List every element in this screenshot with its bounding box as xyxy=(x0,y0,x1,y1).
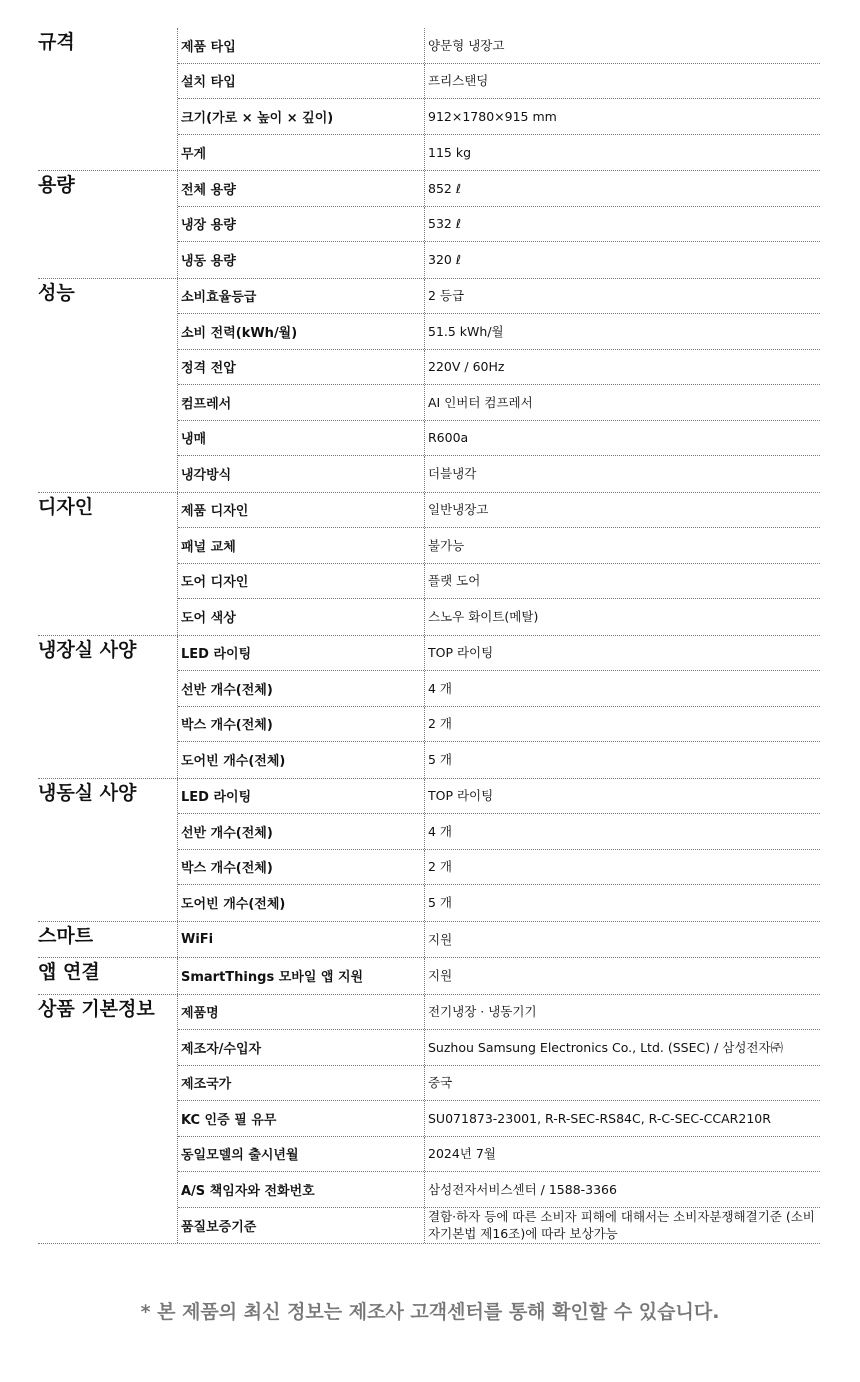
spec-row xyxy=(178,279,820,315)
spec-row xyxy=(178,456,820,492)
spec-row xyxy=(178,1208,820,1244)
spec-row xyxy=(178,814,820,850)
spec-value: 912×1780×915 mm xyxy=(428,108,557,124)
spec-row xyxy=(178,958,820,994)
section-rows xyxy=(178,636,820,778)
spec-row xyxy=(178,242,820,278)
spec-value: 프리스탠딩 xyxy=(428,73,489,89)
section-category: 용량 xyxy=(38,171,178,278)
section-rows xyxy=(178,922,820,958)
spec-value: 2 개 xyxy=(428,859,453,875)
spec-label: SmartThings 모바일 앱 지원 xyxy=(178,958,425,994)
spec-row xyxy=(178,850,820,886)
spec-value: AI 인버터 컴프레서 xyxy=(428,394,533,410)
spec-label: 도어 디자인 xyxy=(178,564,425,599)
spec-label: 제조자/수입자 xyxy=(178,1030,425,1065)
spec-value: 4 개 xyxy=(428,823,453,839)
spec-row xyxy=(178,707,820,743)
spec-label: 정격 전압 xyxy=(178,350,425,385)
spec-label: 도어 색상 xyxy=(178,599,425,635)
spec-row xyxy=(178,564,820,600)
spec-label: KC 인증 필 유무 xyxy=(178,1101,425,1136)
spec-value: 일반냉장고 xyxy=(428,502,489,518)
spec-label: 패널 교체 xyxy=(178,528,425,563)
section-rows xyxy=(178,995,820,1244)
section-rows xyxy=(178,779,820,921)
spec-row xyxy=(178,995,820,1031)
spec-row xyxy=(178,421,820,457)
spec-value: 2 개 xyxy=(428,716,453,732)
spec-section xyxy=(38,779,820,922)
spec-value: 삼성전자서비스센터 / 1588-3366 xyxy=(428,1181,617,1197)
spec-label: 소비 전력(kWh/월) xyxy=(178,314,425,349)
spec-label: 크기(가로 × 높이 × 깊이) xyxy=(178,99,425,134)
spec-label: LED 라이팅 xyxy=(178,636,425,671)
spec-section xyxy=(38,958,820,995)
spec-section xyxy=(38,279,820,493)
spec-label: 컴프레서 xyxy=(178,385,425,420)
spec-row xyxy=(178,742,820,778)
section-rows xyxy=(178,28,820,170)
spec-row xyxy=(178,64,820,100)
spec-label: 설치 타입 xyxy=(178,64,425,99)
spec-row xyxy=(178,28,820,64)
spec-row xyxy=(178,922,820,958)
spec-value: TOP 라이팅 xyxy=(428,788,494,804)
spec-label: A/S 책임자와 전화번호 xyxy=(178,1172,425,1207)
spec-row xyxy=(178,671,820,707)
spec-row xyxy=(178,207,820,243)
spec-row xyxy=(178,350,820,386)
spec-label: 전체 용량 xyxy=(178,171,425,206)
spec-value: 51.5 kWh/월 xyxy=(428,323,504,339)
spec-label: 박스 개수(전체) xyxy=(178,850,425,885)
spec-row xyxy=(178,493,820,529)
spec-value: 지원 xyxy=(428,931,453,947)
spec-row xyxy=(178,1137,820,1173)
spec-label: 냉장 용량 xyxy=(178,207,425,242)
spec-row xyxy=(178,135,820,171)
spec-label: 무게 xyxy=(178,135,425,171)
section-category: 앱 연결 xyxy=(38,958,178,994)
spec-value: 4 개 xyxy=(428,680,453,696)
spec-row xyxy=(178,171,820,207)
spec-row xyxy=(178,1172,820,1208)
section-category: 성능 xyxy=(38,279,178,492)
spec-value: 더블냉각 xyxy=(428,466,477,482)
spec-row xyxy=(178,1101,820,1137)
spec-value: 5 개 xyxy=(428,752,453,768)
spec-value: 불가능 xyxy=(428,537,465,553)
spec-row xyxy=(178,1066,820,1102)
spec-row xyxy=(178,99,820,135)
spec-section xyxy=(38,171,820,279)
spec-row xyxy=(178,885,820,921)
spec-label: 냉동 용량 xyxy=(178,242,425,278)
spec-value: 2 등급 xyxy=(428,288,465,304)
spec-label: 제품 디자인 xyxy=(178,493,425,528)
spec-section xyxy=(38,922,820,959)
section-rows xyxy=(178,279,820,492)
spec-row xyxy=(178,779,820,815)
spec-label: 냉매 xyxy=(178,421,425,456)
spec-label: 박스 개수(전체) xyxy=(178,707,425,742)
spec-section xyxy=(38,636,820,779)
spec-value: 중국 xyxy=(428,1075,453,1091)
section-category: 스마트 xyxy=(38,922,178,958)
section-rows xyxy=(178,493,820,635)
spec-label: 제품 타입 xyxy=(178,28,425,63)
spec-row xyxy=(178,314,820,350)
section-category: 냉동실 사양 xyxy=(38,779,178,921)
spec-value: 852 ℓ xyxy=(428,180,461,196)
spec-value: 2024년 7월 xyxy=(428,1146,496,1162)
spec-label: 제품명 xyxy=(178,995,425,1030)
spec-section xyxy=(38,28,820,171)
spec-value: 플랫 도어 xyxy=(428,573,481,589)
spec-value: 양문형 냉장고 xyxy=(428,37,505,53)
section-rows xyxy=(178,171,820,278)
spec-value: 5 개 xyxy=(428,895,453,911)
spec-value: 220V / 60Hz xyxy=(428,359,505,375)
spec-row xyxy=(178,1030,820,1066)
spec-value: 532 ℓ xyxy=(428,216,461,232)
spec-value: 지원 xyxy=(428,968,453,984)
spec-label: 냉각방식 xyxy=(178,456,425,492)
spec-label: 제조국가 xyxy=(178,1066,425,1101)
spec-row xyxy=(178,528,820,564)
spec-label: WiFi xyxy=(178,922,425,958)
spec-value: 스노우 화이트(메탈) xyxy=(428,609,539,625)
spec-value: 115 kg xyxy=(428,144,472,160)
spec-value: SU071873-23001, R-R-SEC-RS84C, R-C-SEC-CCAR210R xyxy=(428,1110,771,1126)
spec-value: Suzhou Samsung Electronics Co., Ltd. (SSEC) / 삼성전자㈜ xyxy=(428,1039,784,1055)
section-rows xyxy=(178,958,820,994)
spec-value: 결함·하자 등에 따른 소비자 피해에 대해서는 소비자분쟁해결기준 (소비자기본법 제16조)에 따라 보상가능 xyxy=(428,1209,815,1242)
spec-label: LED 라이팅 xyxy=(178,779,425,814)
spec-value: R600a xyxy=(428,430,469,446)
spec-label: 소비효율등급 xyxy=(178,279,425,314)
footnote: * 본 제품의 최신 정보는 제조사 고객센터를 통해 확인할 수 있습니다. xyxy=(140,1301,720,1323)
spec-label: 선반 개수(전체) xyxy=(178,671,425,706)
spec-section xyxy=(38,493,820,636)
spec-section xyxy=(38,995,820,1245)
spec-label: 품질보증기준 xyxy=(178,1208,425,1244)
spec-label: 도어빈 개수(전체) xyxy=(178,885,425,921)
section-category: 냉장실 사양 xyxy=(38,636,178,778)
spec-row xyxy=(178,599,820,635)
spec-label: 선반 개수(전체) xyxy=(178,814,425,849)
spec-row xyxy=(178,636,820,672)
spec-label: 동일모델의 출시년월 xyxy=(178,1137,425,1172)
spec-row xyxy=(178,385,820,421)
section-category: 상품 기본정보 xyxy=(38,995,178,1244)
spec-table xyxy=(38,28,820,1244)
section-category: 규격 xyxy=(38,28,178,170)
spec-value: TOP 라이팅 xyxy=(428,645,494,661)
section-category: 디자인 xyxy=(38,493,178,635)
spec-value: 320 ℓ xyxy=(428,252,461,268)
spec-label: 도어빈 개수(전체) xyxy=(178,742,425,778)
spec-value: 전기냉장 · 냉동기기 xyxy=(428,1004,537,1020)
